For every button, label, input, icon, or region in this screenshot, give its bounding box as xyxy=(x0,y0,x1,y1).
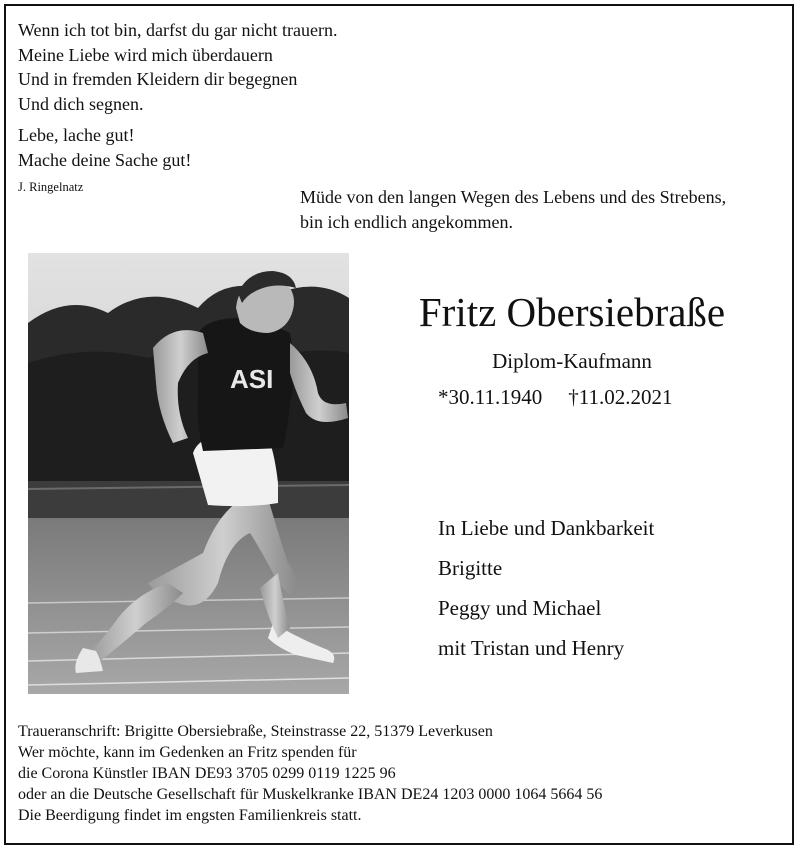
mourner-line: Peggy und Michael xyxy=(438,596,602,620)
poem-line: Mache deine Sache gut! xyxy=(18,149,192,170)
poem-author: J. Ringelnatz xyxy=(18,180,84,194)
footer-donation-2: oder an die Deutsche Gesellschaft für Muskelkranke IBAN DE24 1203 0000 1064 5664 56 xyxy=(18,786,603,803)
deceased-profession: Diplom-Kaufmann xyxy=(492,349,652,373)
footer-donation-1: die Corona Künstler IBAN DE93 3705 0299 0119 1225 96 xyxy=(18,765,396,782)
poem-line: Meine Liebe wird mich überdauern xyxy=(18,44,273,65)
mourner-line: In Liebe und Dankbarkeit xyxy=(438,516,655,540)
quote xyxy=(300,185,726,234)
mourners xyxy=(438,508,654,668)
jersey-letters: ASI xyxy=(230,364,274,394)
death-date: †11.02.2021 xyxy=(568,385,673,409)
birth-date: *30.11.1940 xyxy=(438,385,543,409)
quote-line: Müde von den langen Wegen des Lebens und des Strebens, xyxy=(300,187,727,207)
poem-line: Und in fremden Kleidern dir begegnen xyxy=(18,69,298,89)
poem-line: Lebe, lache gut! xyxy=(18,125,135,145)
poem-line: Wenn ich tot bin, darfst du gar nicht trauern. xyxy=(18,20,338,40)
portrait-photo xyxy=(28,253,349,694)
footer-address: Traueranschrift: Brigitte Obersiebraße, Steinstrasse 22, 51379 Leverkusen xyxy=(18,723,493,740)
footer-info xyxy=(18,721,602,826)
mourner-line: Brigitte xyxy=(438,556,503,580)
poem-stanza-2 xyxy=(18,123,191,172)
mourner-line: mit Tristan und Henry xyxy=(438,636,625,660)
footer-line: Wer möchte, kann im Gedenken an Fritz spenden für xyxy=(18,744,357,761)
life-dates xyxy=(438,385,672,410)
poem-stanza-1 xyxy=(18,18,337,116)
quote-line: bin ich endlich angekommen. xyxy=(300,211,513,232)
footer-funeral-note: Die Beerdigung findet im engsten Familienkreis statt. xyxy=(18,807,362,824)
deceased-name: Fritz Obersiebraße xyxy=(418,289,726,335)
poem-line: Und dich segnen. xyxy=(18,93,144,114)
